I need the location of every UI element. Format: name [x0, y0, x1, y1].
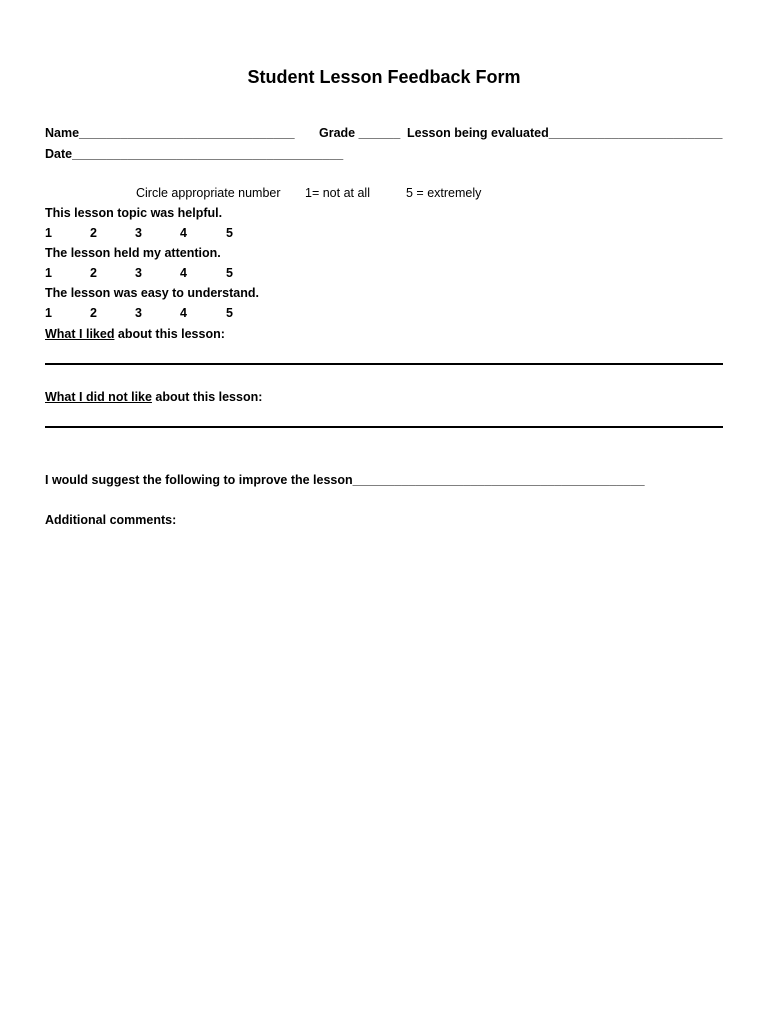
rating-option[interactable]: 2 — [90, 226, 97, 240]
liked-underlined: What I liked — [45, 327, 115, 341]
disliked-rest: about this lesson: — [151, 390, 263, 404]
liked-prompt — [45, 326, 225, 342]
question-3-text: The lesson was easy to understand. — [45, 286, 259, 300]
circle-instruction: Circle appropriate number — [136, 186, 281, 200]
rating-option[interactable]: 5 — [226, 266, 233, 280]
date-field[interactable]: Date_______________________________________ — [45, 147, 344, 161]
question-2-text: The lesson held my attention. — [45, 246, 221, 260]
disliked-underlined: What I did not like — [45, 390, 152, 404]
suggestion-field[interactable]: I would suggest the following to improve the lesson__________________________________________ — [45, 473, 645, 487]
additional-comments-label: Additional comments: — [45, 513, 177, 527]
rating-option[interactable]: 5 — [226, 306, 233, 320]
lesson-evaluated-field[interactable]: Lesson being evaluated_________________________ — [407, 126, 723, 140]
rating-option[interactable]: 1 — [45, 306, 52, 320]
rating-option[interactable]: 3 — [135, 306, 142, 320]
rating-option[interactable]: 4 — [180, 266, 187, 280]
disliked-prompt — [45, 389, 262, 405]
rating-option[interactable]: 1 — [45, 226, 52, 240]
rating-option[interactable]: 2 — [90, 306, 97, 320]
rating-option[interactable]: 1 — [45, 266, 52, 280]
rating-option[interactable]: 3 — [135, 226, 142, 240]
rating-option[interactable]: 3 — [135, 266, 142, 280]
liked-rest: about this lesson: — [114, 327, 225, 341]
scale-high-label: 5 = extremely — [406, 186, 482, 200]
disliked-answer-line[interactable] — [45, 426, 723, 428]
rating-option[interactable]: 4 — [180, 226, 187, 240]
scale-low-label: 1= not at all — [305, 186, 370, 200]
rating-option[interactable]: 5 — [226, 226, 233, 240]
rating-option[interactable]: 2 — [90, 266, 97, 280]
page-title: Student Lesson Feedback Form — [247, 67, 521, 87]
name-field[interactable]: Name_______________________________ — [45, 126, 295, 140]
grade-field[interactable]: Grade ______ — [319, 126, 401, 140]
liked-answer-line[interactable] — [45, 363, 723, 365]
question-1-text: This lesson topic was helpful. — [45, 206, 223, 220]
rating-option[interactable]: 4 — [180, 306, 187, 320]
